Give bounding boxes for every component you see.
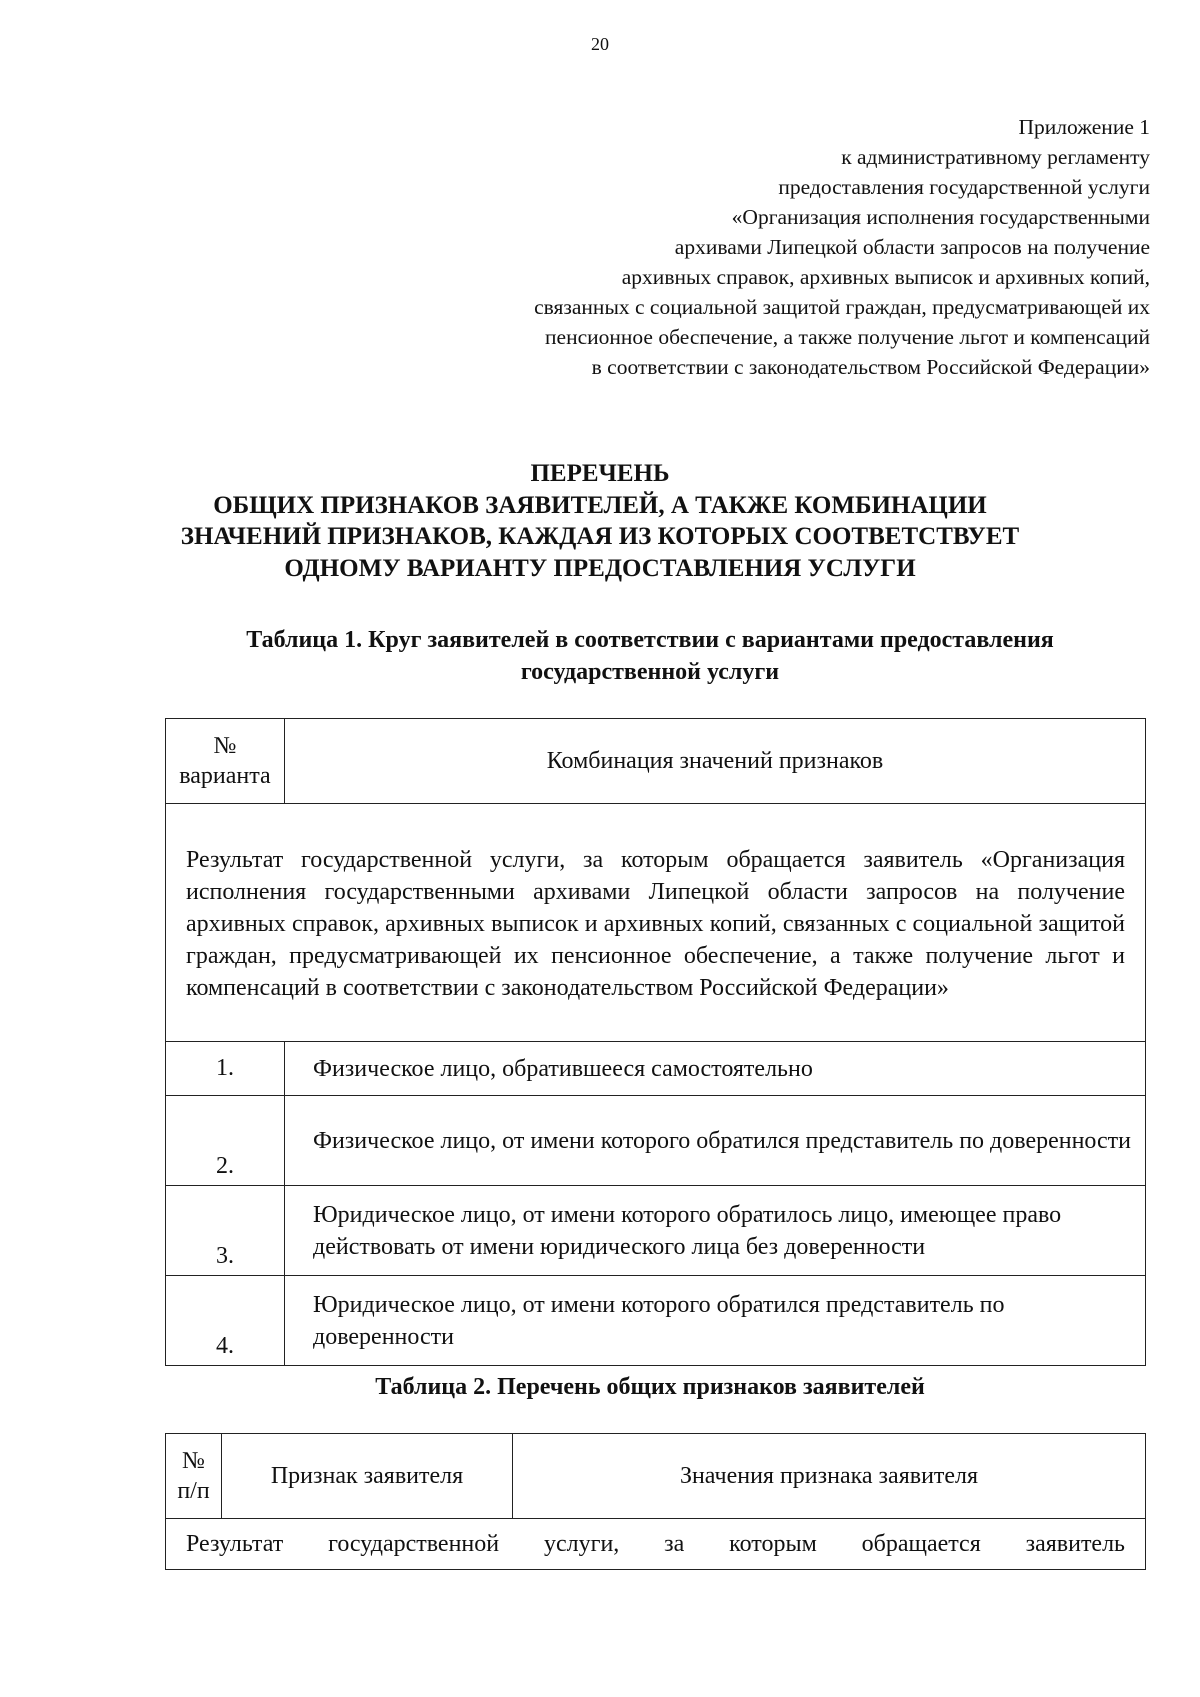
appendix-line: Приложение 1: [1018, 115, 1150, 139]
variant-number: 3.: [166, 1186, 285, 1276]
row-number-header: [166, 1434, 222, 1519]
feature-values-header: Значения признака заявителя: [513, 1434, 1146, 1519]
table2-caption: [165, 1371, 1135, 1403]
variant-description: Юридическое лицо, от имени которого обратился представитель по доверенности: [285, 1276, 1146, 1366]
appendix-line: к административному регламенту: [841, 145, 1150, 169]
variant-description: Физическое лицо, обратившееся самостоятельно: [285, 1042, 1146, 1096]
table-row: [166, 1519, 1146, 1570]
number-sign: №: [213, 733, 237, 759]
title-line: ОДНОМУ ВАРИАНТУ ПРЕДОСТАВЛЕНИЯ УСЛУГИ: [284, 554, 916, 582]
table-row: [166, 1276, 1146, 1366]
variant-description: Физическое лицо, от имени которого обратился представитель по доверенности: [285, 1096, 1146, 1186]
title-line: ЗНАЧЕНИЙ ПРИЗНАКОВ, КАЖДАЯ ИЗ КОТОРЫХ СООТВЕТСТВУЕТ: [180, 523, 1020, 550]
applicants-table: [165, 718, 1146, 1366]
table1-caption: [165, 624, 1135, 688]
table-row: [166, 1096, 1146, 1186]
combination-header: Комбинация значений признаков: [285, 719, 1146, 804]
appendix-line: связанных с социальной защитой граждан, предусматривающей их: [534, 295, 1150, 319]
document-title: [0, 458, 1200, 584]
title-line: ПЕРЕЧЕНЬ: [530, 460, 670, 487]
variant-number-header: [166, 719, 285, 804]
result-description: Результат государственной услуги, за которым обращается заявитель «Организация исполнения государственными архивами Липецкой области запросов на получение архивных справок, архивных выписок и архивных копий, связанных с социальной защитой граждан, предусматривающей их пенсионное обеспечение, а также получение льгот и компенсаций в соответствии с законодательством Российской Федерации»: [166, 804, 1146, 1042]
appendix-line: предоставления государственной услуги: [778, 175, 1150, 199]
features-table: [165, 1433, 1146, 1570]
table-header-row: [166, 1434, 1146, 1519]
result-description: Результат государственной услуги, за которым обращается заявитель: [166, 1519, 1146, 1570]
appendix-line: архивами Липецкой области запросов на получение: [674, 235, 1150, 259]
caption-line: государственной услуги: [520, 659, 780, 685]
appendix-reference: [534, 112, 1150, 382]
table-header-row: [166, 719, 1146, 804]
appendix-line: пенсионное обеспечение, а также получение льгот и компенсаций: [545, 325, 1150, 349]
variant-description: Юридическое лицо, от имени которого обратилось лицо, имеющее право действовать от имени юридического лица без доверенности: [285, 1186, 1146, 1276]
caption-line: Таблица 2. Перечень общих признаков заявителей: [375, 1374, 925, 1400]
variant-number: 2.: [166, 1096, 285, 1186]
pp-label: п/п: [177, 1478, 210, 1504]
table-row: [166, 1042, 1146, 1096]
variant-label: варианта: [179, 763, 271, 789]
appendix-line: архивных справок, архивных выписок и архивных копий,: [621, 265, 1150, 289]
variant-number: 1.: [166, 1042, 285, 1096]
appendix-line: в соответствии с законодательством Российской Федерации»: [591, 355, 1150, 379]
title-line: ОБЩИХ ПРИЗНАКОВ ЗАЯВИТЕЛЕЙ, А ТАКЖЕ КОМБИНАЦИИ: [213, 491, 987, 519]
page-number: 20: [591, 34, 609, 54]
number-sign: №: [182, 1448, 205, 1474]
table-row: [166, 804, 1146, 1042]
caption-line: Таблица 1. Круг заявителей в соответствии с вариантами предоставления: [246, 627, 1054, 653]
variant-number: 4.: [166, 1276, 285, 1366]
appendix-line: «Организация исполнения государственными: [731, 205, 1150, 229]
feature-header: Признак заявителя: [222, 1434, 513, 1519]
table-row: [166, 1186, 1146, 1276]
